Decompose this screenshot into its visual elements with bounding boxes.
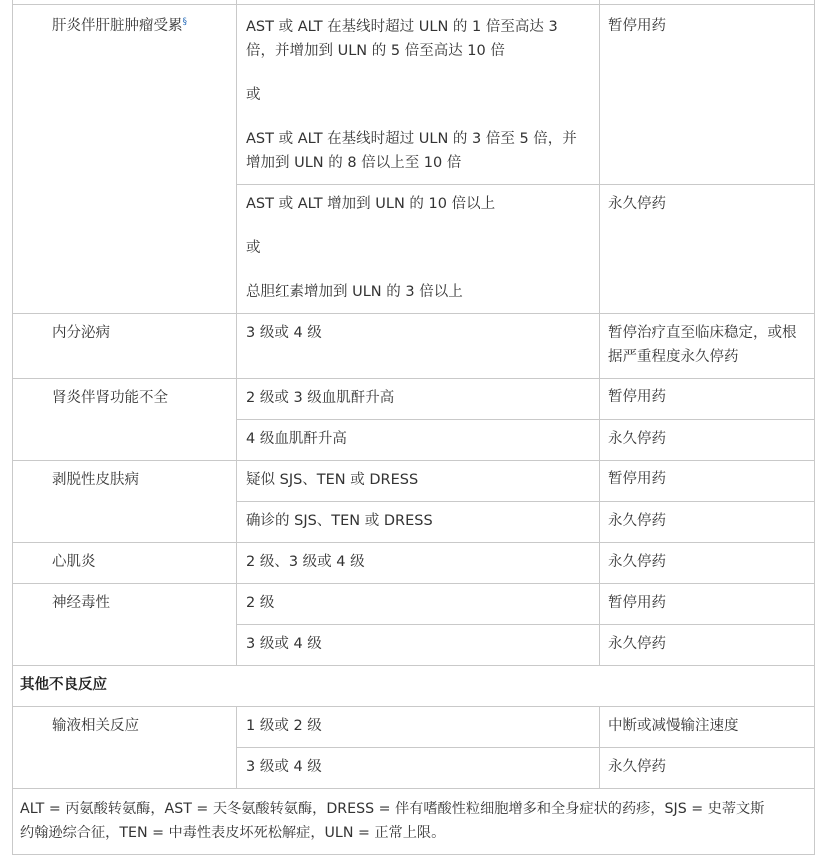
row-divider <box>12 583 815 584</box>
row-divider <box>12 4 815 5</box>
hepatitis-or2: 或 <box>246 240 261 256</box>
nephritis-cond2: 4 级血肌酐升高 <box>246 431 347 447</box>
hepatitis-cond1-line2: 倍，并增加到 ULN 的 5 倍至高达 10 倍 <box>246 43 505 59</box>
row-divider <box>236 184 815 185</box>
myocarditis-action: 永久停药 <box>608 554 666 570</box>
column-divider <box>236 0 237 665</box>
infusion-action2: 永久停药 <box>608 759 666 775</box>
row-divider <box>236 747 815 748</box>
infusion-action1: 中断或减慢输注速度 <box>608 718 739 734</box>
category-hepatitis-label: 肝炎伴肝脏肿瘤受累 <box>52 18 183 34</box>
table-border-bottom <box>12 854 815 855</box>
hepatitis-cond1-line4: 增加到 ULN 的 8 倍以上至 10 倍 <box>246 155 462 171</box>
infusion-cond1: 1 级或 2 级 <box>246 718 322 734</box>
hepatitis-cond1-line3: AST 或 ALT 在基线时超过 ULN 的 3 倍至 5 倍，并 <box>246 131 577 147</box>
category-nephritis: 肾炎伴肾功能不全 <box>52 390 168 406</box>
hepatitis-action1: 暂停用药 <box>608 18 666 34</box>
row-divider <box>12 788 815 789</box>
exfoliative-action2: 永久停药 <box>608 513 666 529</box>
neurotoxicity-cond1: 2 级 <box>246 595 275 611</box>
category-endocrine: 内分泌病 <box>52 325 110 341</box>
row-divider <box>236 419 815 420</box>
nephritis-action1: 暂停用药 <box>608 389 666 405</box>
section-heading-other: 其他不良反应 <box>20 677 107 693</box>
hepatitis-or1: 或 <box>246 87 261 103</box>
row-divider <box>236 624 815 625</box>
exfoliative-cond1: 疑似 SJS、TEN 或 DRESS <box>246 472 419 488</box>
hepatitis-cond2-line2: 总胆红素增加到 ULN 的 3 倍以上 <box>246 284 463 300</box>
nephritis-cond1: 2 级或 3 级血肌酐升高 <box>246 390 395 406</box>
hepatitis-cond1-line1: AST 或 ALT 在基线时超过 ULN 的 1 倍至高达 3 <box>246 19 558 35</box>
abbreviations-footnote-line2: 约翰逊综合征，TEN = 中毒性表皮坏死松解症，ULN = 正常上限。 <box>20 825 446 841</box>
category-neurotoxicity: 神经毒性 <box>52 595 110 611</box>
category-myocarditis: 心肌炎 <box>52 554 96 570</box>
category-exfoliative: 剥脱性皮肤病 <box>52 472 139 488</box>
endocrine-condition: 3 级或 4 级 <box>246 325 322 341</box>
footnote-mark-link[interactable]: § <box>182 17 187 27</box>
row-divider <box>12 378 815 379</box>
hepatitis-cond2-line1: AST 或 ALT 增加到 ULN 的 10 倍以上 <box>246 196 496 212</box>
row-divider <box>12 313 815 314</box>
endocrine-action-line2: 据严重程度永久停药 <box>608 349 739 365</box>
infusion-cond2: 3 级或 4 级 <box>246 759 322 775</box>
row-divider <box>12 706 815 707</box>
neurotoxicity-action2: 永久停药 <box>608 636 666 652</box>
endocrine-action-line1: 暂停治疗直至临床稳定，或根 <box>608 325 797 341</box>
myocarditis-condition: 2 级、3 级或 4 级 <box>246 554 365 570</box>
category-hepatitis <box>52 14 187 38</box>
exfoliative-cond2: 确诊的 SJS、TEN 或 DRESS <box>246 513 433 529</box>
nephritis-action2: 永久停药 <box>608 431 666 447</box>
row-divider <box>12 542 815 543</box>
table-border-right <box>814 0 815 855</box>
column-divider <box>599 0 600 665</box>
table-border-left <box>12 0 13 855</box>
hepatitis-action2: 永久停药 <box>608 196 666 212</box>
abbreviations-footnote-line1: ALT = 丙氨酸转氨酶，AST = 天冬氨酸转氨酶，DRESS = 伴有嗜酸性粒细胞增多和全身症状的药疹，SJS = 史蒂文斯 <box>20 801 765 817</box>
row-divider <box>12 460 815 461</box>
neurotoxicity-action1: 暂停用药 <box>608 595 666 611</box>
row-divider <box>12 665 815 666</box>
category-infusion: 输液相关反应 <box>52 718 139 734</box>
row-divider <box>236 501 815 502</box>
neurotoxicity-cond2: 3 级或 4 级 <box>246 636 322 652</box>
exfoliative-action1: 暂停用药 <box>608 471 666 487</box>
